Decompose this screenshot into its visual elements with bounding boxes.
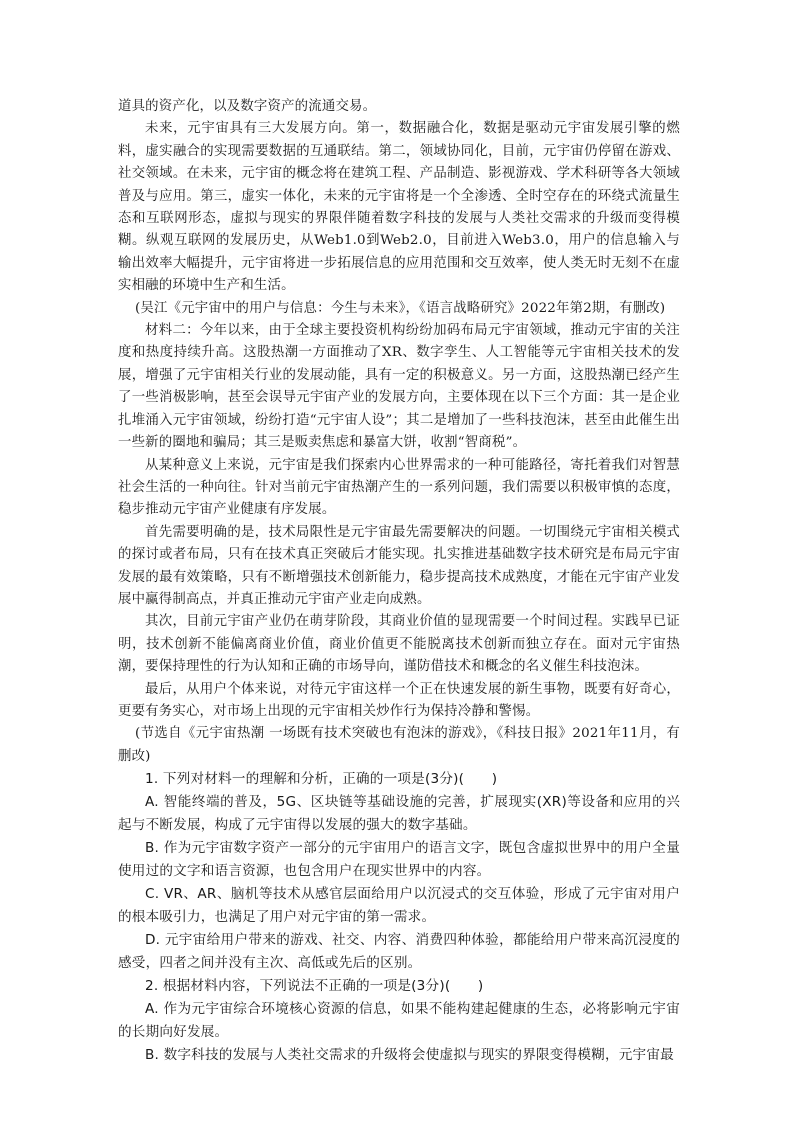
question-1-option-b: B. 作为元宇宙数字资产一部分的元宇宙用户的语言文字，既包含虚拟世界中的用户全量使用过的文字和语言资源，也包含用户在现实世界中的内容。 (118, 840, 680, 880)
question-2-option-a: A. 作为元宇宙综合环境核心资源的信息，如果不能构建起健康的生态，必将影响元宇宙的长期向好发展。 (118, 1001, 680, 1041)
material2-paragraph-1: 材料二：今年以来，由于全球主要投资机构纷纷加码布局元宇宙领域，推动元宇宙的关注度和热度持续升高。这股热潮一方面推动了XR、数字孪生、人工智能等元宇宙相关技术的发展，增强了元宇宙相关行业的发展动能，具有一定的积极意义。另一方面，这股热潮已经产生了一些消极影响，甚至会误导元宇宙产业的发展方向，主要体现在以下三个方面：其一是企业扎堆涌入元宇宙领域，纷纷打造“元宇宙人设”；其二是增加了一些科技泡沫，甚至由此催生出一些新的圈地和骗局；其三是贩卖焦虑和暴富大饼，收割“智商税”。 (118, 323, 680, 451)
material1-paragraph-1: 未来，元宇宙具有三大发展方向。第一，数据融合化，数据是驱动元宇宙发展引擎的燃料，虚实融合的实现需要数据的互通联结。第二，领域协同化，目前，元宇宙仍停留在游戏、社交领域。在未来，元宇宙的概念将在建筑工程、产品制造、影视游戏、学术科研等各大领域普及与应用。第三，虚实一体化，未来的元宇宙将是一个全渗透、全时空存在的环绕式流量生态和互联网形态，虚拟与现实的界限伴随着数字科技的发展与人类社交需求的升级而变得模糊。纵观互联网的发展历史，从Web1.0到Web2.0，目前进入Web3.0，用户的信息输入与输出效率大幅提升，元宇宙将进一步拓展信息的应用范围和交互效率，使人类无时无刻不在虚实相融的环境中生产和生活。 (118, 121, 680, 294)
question-1: 1. 下列对材料一的理解和分析，正确的一项是(3分)( ) (145, 771, 498, 788)
material2-paragraph-5: 最后，从用户个体来说，对待元宇宙这样一个正在快速发展的新生事物，既要有好奇心，更要有务实心，对市场上出现的元宇宙相关炒作行为保持冷静和警惕。 (118, 681, 680, 719)
question-2: 2. 根据材料内容，下列说法不正确的一项是(3分)( ) (145, 978, 484, 995)
material2-paragraph-3: 首先需要明确的是，技术局限性是元宇宙最先需要解决的问题。一切围绕元宇宙相关模式的探讨或者布局，只有在技术真正突破后才能实现。扎实推进基础数字技术研究是布局元宇宙发展的最有效策略，只有不断增强技术创新能力，稳步提高技术成熟度，才能在元宇宙产业发展中赢得制高点，并真正推动元宇宙产业走向成熟。 (118, 524, 680, 607)
question-2-option-b: B. 数字科技的发展与人类社交需求的升级将会使虚拟与现实的界限变得模糊，元宇宙最 (145, 1047, 674, 1064)
question-1-option-d: D. 元宇宙给用户带来的游戏、社交、内容、消费四种体验，都能给用户带来高沉浸度的感受，四者之间并没有主次、高低或先后的区别。 (118, 932, 680, 972)
document-page (118, 96, 680, 1067)
material1-source: (吴江《元宇宙中的用户与信息：今生与未来》，《语言战略研究》2022年第2期，有删改) (135, 300, 666, 316)
question-1-option-c: C. VR、AR、脑机等技术从感官层面给用户以沉浸式的交互体验，形成了元宇宙对用户的根本吸引力，也满足了用户对元宇宙的第一需求。 (118, 886, 680, 926)
material2-source: (节选自《元宇宙热潮 一场既有技术突破也有泡沫的游戏》，《科技日报》2021年11月，有删改) (118, 726, 680, 764)
material2-paragraph-2: 从某种意义上来说，元宇宙是我们探索内心世界需求的一种可能路径，寄托着我们对智慧社会生活的一种向往。针对当前元宇宙热潮产生的一系列问题，我们需要以积极审慎的态度，稳步推动元宇宙产业健康有序发展。 (118, 457, 680, 518)
material1-paragraph-0: 道具的资产化，以及数字资产的流通交易。 (118, 99, 377, 114)
material2-paragraph-4: 其次，目前元宇宙产业仍在萌芽阶段，其商业价值的显现需要一个时间过程。实践早已证明，技术创新不能偏离商业价值，商业价值更不能脱离技术创新而独立存在。面对元宇宙热潮，要保持理性的行为认知和正确的市场导向，谨防借技术和概念的名义催生科技泡沫。 (118, 614, 680, 675)
question-1-option-a: A. 智能终端的普及，5G、区块链等基础设施的完善，扩展现实(XR)等设备和应用的兴起与不断发展，构成了元宇宙得以发展的强大的数字基础。 (118, 794, 680, 834)
